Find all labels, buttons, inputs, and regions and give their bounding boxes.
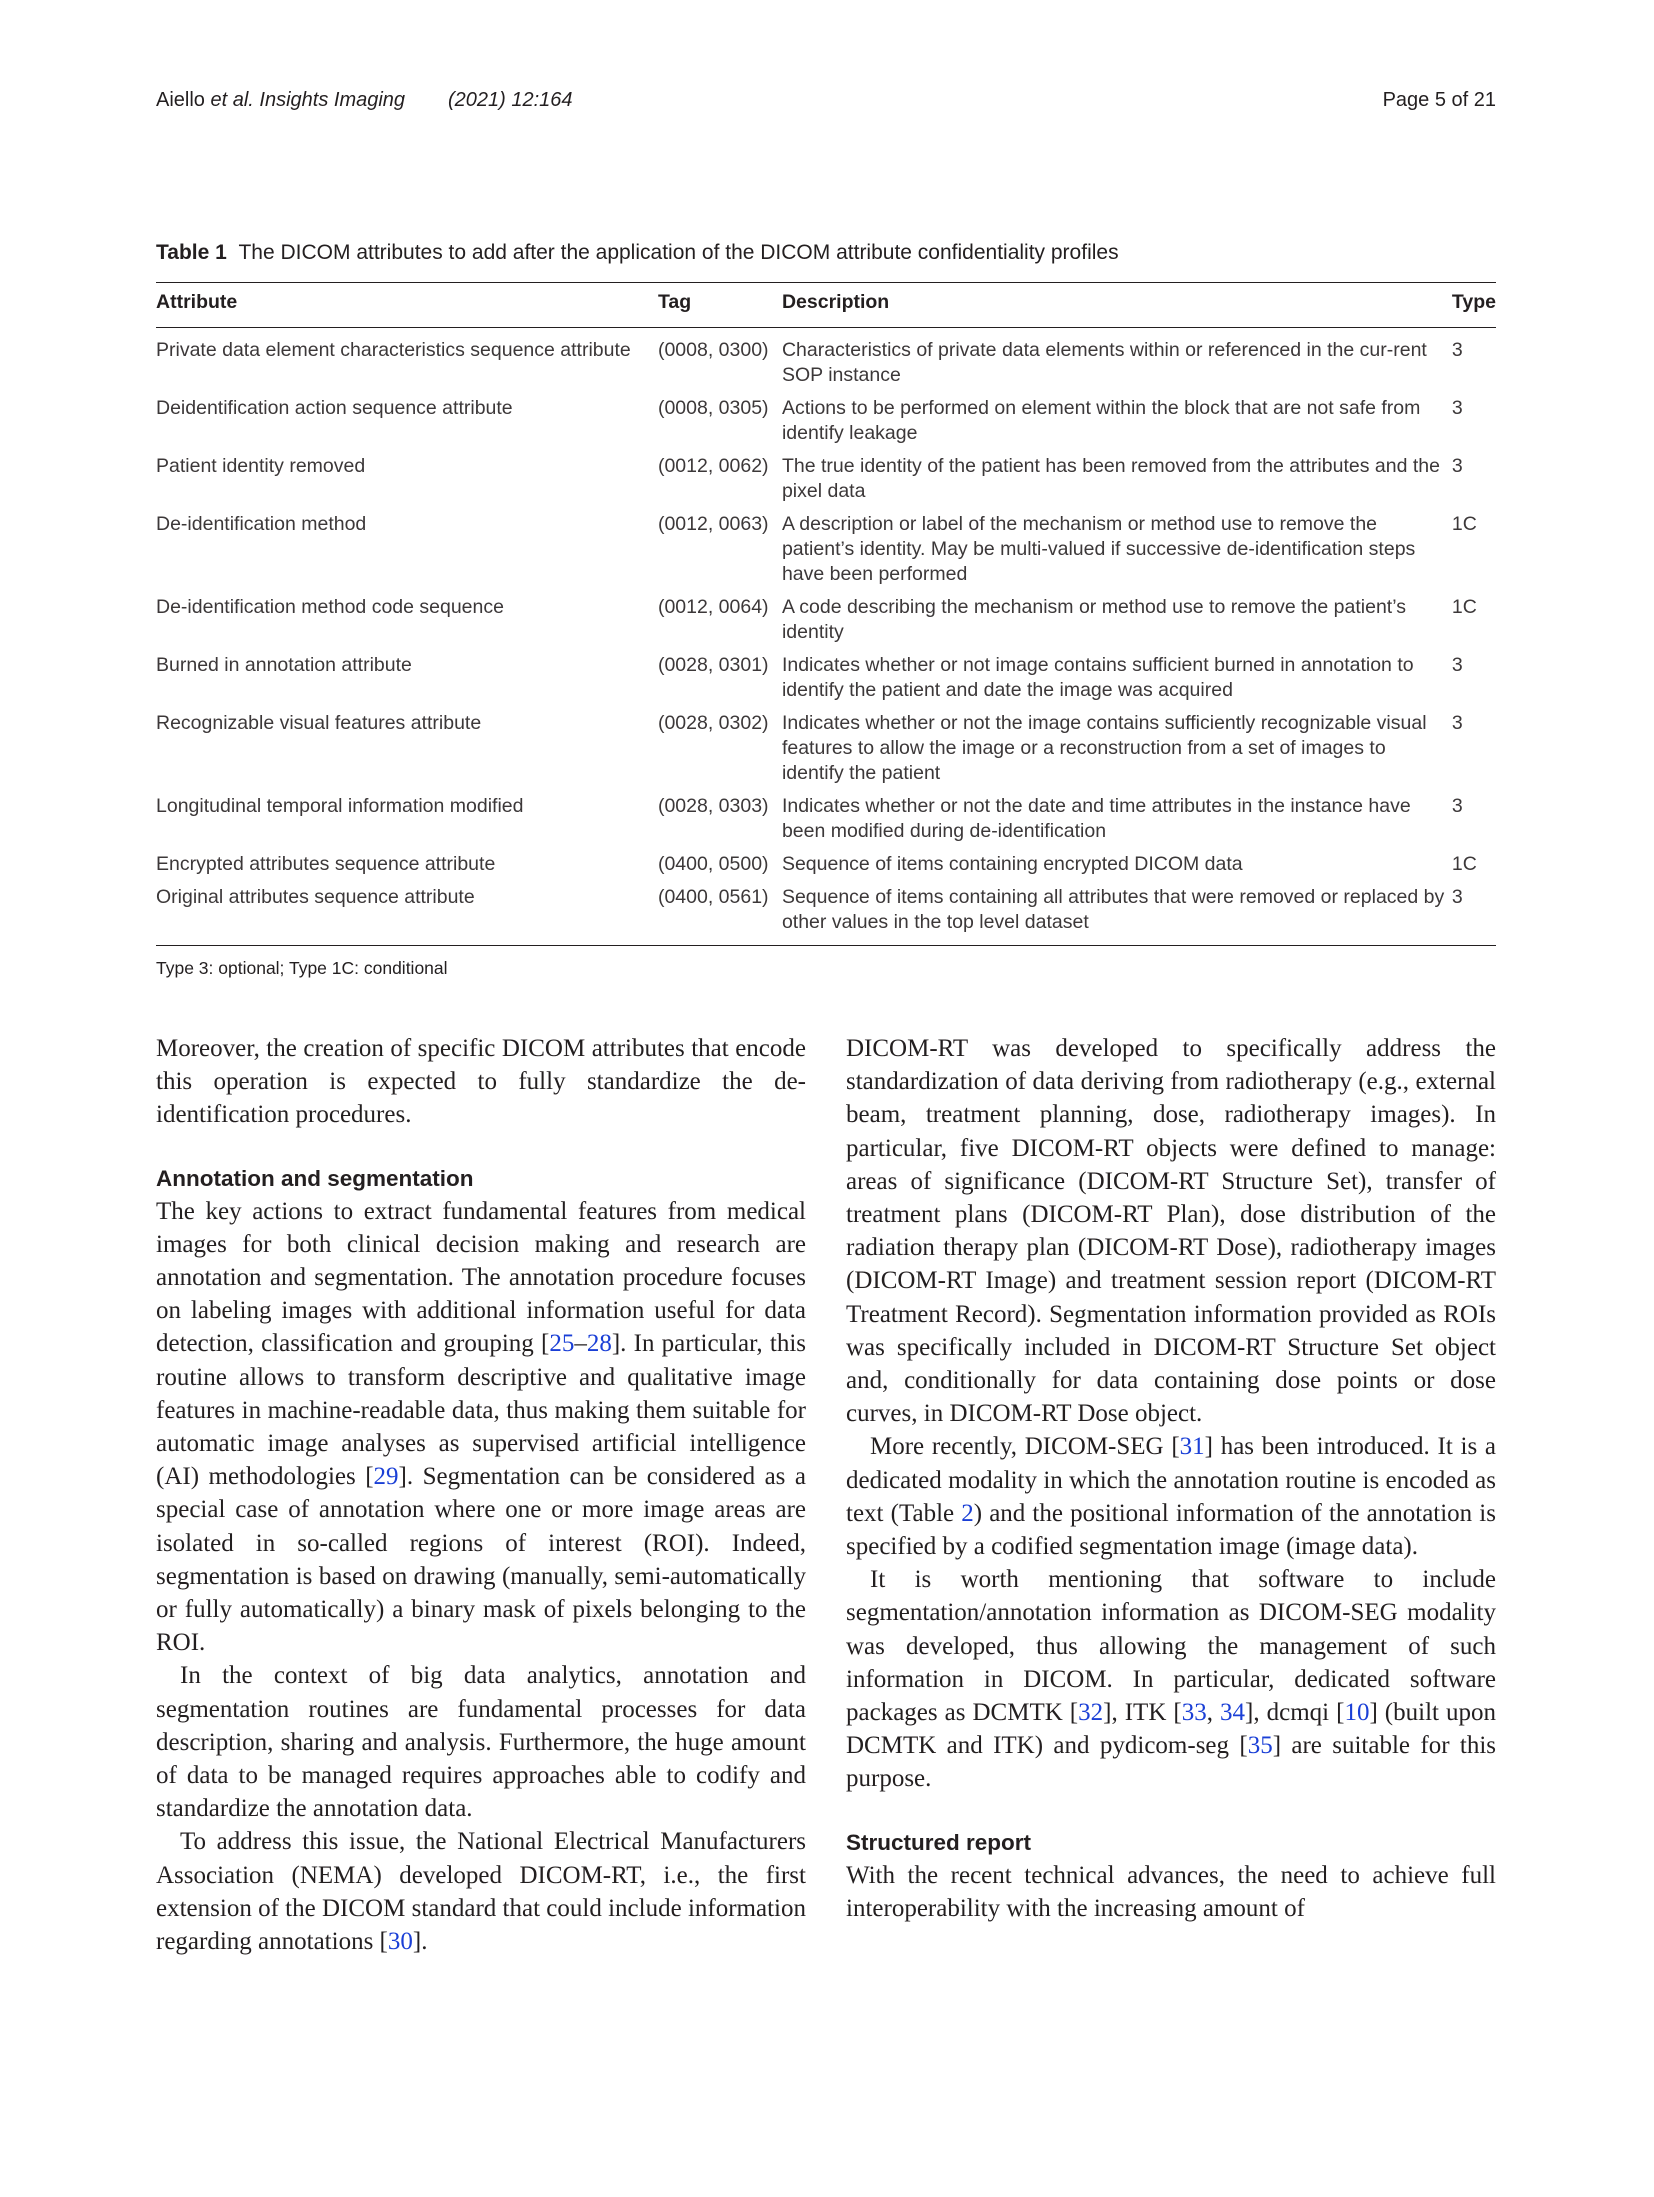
cell-description: A code describing the mechanism or method use to remove the patient’s identity	[781, 596, 1406, 643]
citation-link[interactable]: 25	[549, 1330, 575, 1358]
citation-link[interactable]: 28	[586, 1330, 612, 1358]
cell-tag: (0028, 0303)	[657, 795, 769, 817]
cell-description: A description or label of the mechanism or method use to remove the patient’s identity. May be multi-valued if successive de-identification steps have been performed	[781, 513, 1416, 585]
cell-attribute: De-identification method code sequence	[156, 596, 504, 618]
cell-attribute: De-identification method	[156, 513, 367, 535]
cell-attribute: Recognizable visual features attribute	[156, 712, 482, 734]
cell-description: Indicates whether or not the image contains sufficiently recognizable visual features to allow the image or a reconstruction from a set of images to identify the patient	[781, 712, 1427, 784]
cell-tag: (0012, 0062)	[657, 455, 769, 477]
cell-tag: (0008, 0300)	[657, 339, 769, 361]
section-gap	[156, 1132, 806, 1162]
table-caption-label: Table 1	[156, 241, 227, 264]
text-run: More recently, DICOM-SEG [	[870, 1433, 1180, 1461]
cell-attribute: Burned in annotation attribute	[156, 654, 412, 676]
paragraph: In the context of big data analytics, annotation and segmentation routines are fundamental processes for data description, sharing and analysis. Furthermore, the huge amount of data to be managed requires approaches able to codify and standardize the annotation data.	[156, 1662, 806, 1823]
cell-tag: (0012, 0064)	[657, 596, 769, 618]
citation-link[interactable]: 33	[1181, 1699, 1207, 1727]
column-header-attribute: Attribute	[156, 283, 658, 328]
text-run: –	[574, 1330, 587, 1358]
section-gap	[846, 1796, 1496, 1826]
table-row	[156, 454, 1496, 512]
cell-tag: (0028, 0301)	[657, 654, 769, 676]
citation-link[interactable]: 31	[1179, 1433, 1205, 1461]
cell-type: 3	[1451, 712, 1463, 734]
cell-type: 3	[1451, 397, 1463, 419]
cell-description: Indicates whether or not the date and time attributes in the instance have been modified during de-identification	[781, 795, 1411, 842]
cell-type: 3	[1451, 339, 1463, 361]
cell-tag: (0400, 0561)	[658, 885, 782, 946]
cell-type: 1C	[1451, 513, 1477, 535]
text-run: ], ITK [	[1103, 1699, 1182, 1727]
table-row	[156, 328, 1496, 397]
table-row	[156, 595, 1496, 653]
citation-link[interactable]: 30	[387, 1928, 413, 1956]
running-head-year: (2021) 12:164	[448, 89, 573, 111]
paragraph	[156, 1195, 806, 1660]
table-caption	[156, 241, 1496, 265]
text-run: The key actions to extract fundamental features from medical images for both clinical decision making and research are annotation and segmentation. The annotation procedure focuses on labeling images with additional information useful for data detection, classification and grouping [	[156, 1197, 806, 1358]
citation-link[interactable]: 34	[1220, 1699, 1246, 1727]
table-row	[156, 512, 1496, 595]
table-row	[156, 794, 1496, 852]
cell-type: 3	[1451, 455, 1463, 477]
cell-type: 1C	[1451, 596, 1477, 618]
table-row	[156, 885, 1496, 946]
cell-tag: (0028, 0302)	[657, 712, 769, 734]
citation-link[interactable]: 35	[1247, 1732, 1273, 1760]
text-run: ,	[1206, 1699, 1221, 1727]
paragraph: DICOM-RT was developed to specifically address the standardization of data deriving from radiotherapy (e.g., external beam, treatment planning, dose, radiotherapy images). In particular, five DICOM-RT objects were defined to manage: areas of significance (DICOM-RT Structure Set), transfer of treatment plans (DICOM-RT Plan), dose distribution of the radiation therapy plan (DICOM-RT Dose), radiotherapy images (DICOM-RT Image) and treatment session report (DICOM-RT Treatment Record). Segmentation information provided as ROIs was specifically included in DICOM-RT Structure Set object and, conditionally for data containing dose points or dose curves, in DICOM-RT Dose object.	[846, 1035, 1496, 1428]
text-run: ] are suitable for this purpose.	[846, 1732, 1496, 1793]
running-head	[156, 89, 1496, 115]
cell-description: Actions to be performed on element within the block that are not safe from identify leakage	[781, 397, 1421, 444]
cell-tag: (0012, 0063)	[657, 513, 769, 535]
cell-description: Sequence of items containing encrypted DICOM data	[781, 853, 1243, 875]
text-run: ], dcmqi [	[1245, 1699, 1345, 1727]
table-row	[156, 396, 1496, 454]
table-caption-text: The DICOM attributes to add after the application of the DICOM attribute confidentiality profiles	[238, 241, 1119, 264]
paragraph: With the recent technical advances, the need to achieve full interoperability with the increasing amount of	[846, 1861, 1496, 1922]
cell-attribute: Patient identity removed	[156, 455, 366, 477]
cell-tag: (0400, 0500)	[657, 853, 769, 875]
running-head-citation	[156, 89, 405, 112]
cell-description: Sequence of items containing all attributes that were removed or replaced by other values in the top level dataset	[782, 885, 1452, 946]
table-header-row	[156, 283, 1496, 328]
text-run: ] has been introduced. It is a dedicated modality in which the annotation routine is encoded as text (Table	[846, 1433, 1497, 1527]
paragraph	[156, 1825, 806, 1958]
table-reference-link[interactable]: 2	[961, 1499, 974, 1527]
paragraph	[846, 1430, 1496, 1563]
cell-attribute: Private data element characteristics sequence attribute	[156, 339, 631, 361]
cell-attribute: Longitudinal temporal information modified	[156, 795, 524, 817]
citation-link[interactable]: 10	[1344, 1699, 1370, 1727]
cell-type: 1C	[1451, 853, 1477, 875]
attributes-table	[156, 282, 1496, 946]
running-head-journal: et al. Insights Imaging	[210, 89, 406, 111]
table-row	[156, 711, 1496, 794]
cell-type: 3	[1451, 795, 1463, 817]
text-run: It is worth mentioning that software to include segmentation/annotation information as DICOM-SEG modality was developed, thus allowing the management of such information in DICOM. In particular, dedicated software packages as DCMTK [	[846, 1566, 1496, 1727]
text-run: To address this issue, the National Electrical Manufacturers Association (NEMA) developed DICOM-RT, i.e., the first extension of the DICOM standard that could include information regarding annotations [	[156, 1828, 806, 1956]
paragraph	[846, 1563, 1496, 1795]
section-heading-structured-report: Structured report	[846, 1829, 1032, 1855]
cell-type: 3	[1451, 654, 1463, 676]
cell-attribute: Deidentification action sequence attribute	[156, 397, 513, 419]
citation-link[interactable]: 29	[373, 1463, 399, 1491]
text-run: ].	[412, 1928, 428, 1956]
cell-description: Indicates whether or not image contains sufficient burned in annotation to identify the patient and date the image was acquired	[781, 654, 1414, 701]
text-run: ) and the positional information of the annotation is specified by a codified segmentation image (image data).	[846, 1499, 1496, 1561]
text-run: ] (built upon DCMTK and ITK) and pydicom-seg [	[846, 1699, 1496, 1760]
table-row	[156, 653, 1496, 711]
cell-attribute: Original attributes sequence attribute	[156, 885, 658, 946]
table-footnote: Type 3: optional; Type 1C: conditional	[156, 958, 448, 978]
cell-attribute: Encrypted attributes sequence attribute	[156, 853, 496, 875]
column-header-type: Type	[1452, 283, 1496, 328]
section-heading-annotation: Annotation and segmentation	[156, 1165, 474, 1191]
text-run: ]. In particular, this routine allows to transform descriptive and qualitative image features in machine-readable data, thus making them suitable for automatic image analyses as supervised artificial intelligence (AI) methodologies [	[156, 1330, 807, 1491]
cell-description: Characteristics of private data elements within or referenced in the cur-rent SOP instance	[781, 339, 1427, 386]
cell-description: The true identity of the patient has been removed from the attributes and the pixel data	[781, 455, 1440, 502]
cell-tag: (0008, 0305)	[657, 397, 769, 419]
column-header-description: Description	[782, 283, 1452, 328]
citation-link[interactable]: 32	[1078, 1699, 1104, 1727]
column-header-tag: Tag	[658, 283, 782, 328]
text-run: ]. Segmentation can be considered as a special case of annotation where one or more image areas are isolated in so-called regions of interest (ROI). Indeed, segmentation is based on drawing (manually, semi-automatically or fully automatically) a binary mask of pixels belonging to the ROI.	[156, 1463, 806, 1657]
running-head-author: Aiello	[156, 89, 211, 111]
table-row	[156, 852, 1496, 885]
left-column	[156, 1032, 806, 1958]
cell-type: 3	[1452, 885, 1496, 946]
right-column	[846, 1032, 1496, 1925]
paragraph: Moreover, the creation of specific DICOM attributes that encode this operation is expected to fully standardize the de-identification procedures.	[156, 1035, 806, 1129]
page-number: Page 5 of 21	[1382, 89, 1496, 111]
